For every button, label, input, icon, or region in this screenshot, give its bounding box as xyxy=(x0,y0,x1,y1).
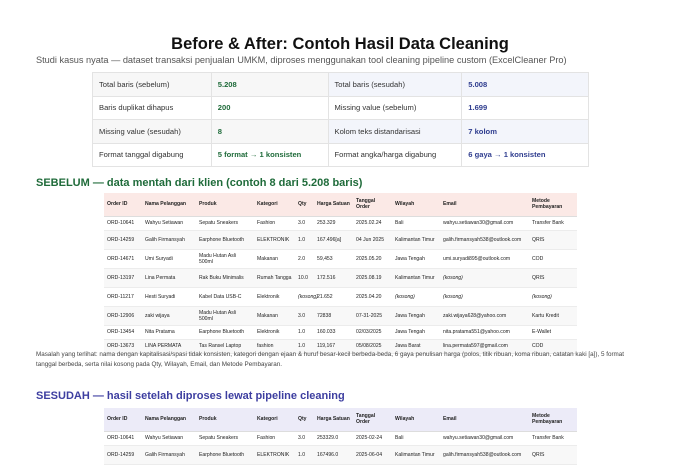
summary-label: Kolom teks distandarisasi xyxy=(328,120,462,144)
after-heading: SESUDAH — hasil setelah diproses lewat pipeline cleaning xyxy=(36,390,345,402)
table-cell: (kosong) xyxy=(440,268,529,287)
table-cell: 72838 xyxy=(314,306,353,325)
table-cell: Sepatu Sneakers xyxy=(196,431,254,445)
table-cell: ORD-14259 xyxy=(104,230,142,249)
table-cell: Wahyu Setiawan xyxy=(142,431,196,445)
table-cell: Galih Firmansyah xyxy=(142,230,196,249)
table-cell: Jawa Tengah xyxy=(392,306,440,325)
table-cell: wahyu.setiawan30@gmail.com xyxy=(440,431,529,445)
table-cell: 253.329 xyxy=(314,216,353,230)
table-cell: QRIS xyxy=(529,445,577,464)
table-cell: 07-31-2025 xyxy=(353,306,392,325)
table-cell: 2025.04.20 xyxy=(353,287,392,306)
table-cell: Bali xyxy=(392,431,440,445)
summary-row xyxy=(93,143,589,167)
table-cell: Rumah Tangga xyxy=(254,268,295,287)
table-cell: Umi Suryadi xyxy=(142,249,196,268)
summary-label: Format tanggal digabung xyxy=(93,143,212,167)
table-cell: 02/03/2025 xyxy=(353,325,392,339)
table-header-row xyxy=(104,193,577,216)
table-cell: umi.suryadi895@outlook.com xyxy=(440,249,529,268)
summary-value: 200 xyxy=(211,96,328,120)
table-row xyxy=(104,268,577,287)
column-header: Email xyxy=(440,193,529,216)
table-cell: Elektronik xyxy=(254,287,295,306)
summary-row xyxy=(93,73,589,97)
column-header: Nama Pelanggan xyxy=(142,408,196,431)
summary-value: 1.699 xyxy=(462,96,589,120)
table-cell: galih.firmansyah538@outlook.com xyxy=(440,230,529,249)
table-cell: Galih Firmansyah xyxy=(142,445,196,464)
table-cell: Makanan xyxy=(254,249,295,268)
table-row xyxy=(104,325,577,339)
table-cell: (kosong) xyxy=(529,287,577,306)
table-cell: lina.permata597@gmail.com xyxy=(440,339,529,353)
table-cell: 3.0 xyxy=(295,216,314,230)
table-cell: zaki wijaya xyxy=(142,306,196,325)
table-cell: LINA PERMATA xyxy=(142,339,196,353)
table-cell: 1.0 xyxy=(295,230,314,249)
table-cell: COD xyxy=(529,339,577,353)
column-header: Wilayah xyxy=(392,193,440,216)
column-header: Harga Satuan xyxy=(314,408,353,431)
table-cell: Makanan xyxy=(254,306,295,325)
table-cell: ORD-10641 xyxy=(104,216,142,230)
table-cell: Transfer Bank xyxy=(529,431,577,445)
column-header: Harga Satuan xyxy=(314,193,353,216)
table-cell: ORD-11217 xyxy=(104,287,142,306)
summary-row xyxy=(93,96,589,120)
table-cell: Earphone Bluetooth xyxy=(196,325,254,339)
table-cell: ORD-13197 xyxy=(104,268,142,287)
table-cell: Jawa Tengah xyxy=(392,249,440,268)
column-header: Tanggal Order xyxy=(353,408,392,431)
table-cell: QRIS xyxy=(529,230,577,249)
table-cell: Nita Pratama xyxy=(142,325,196,339)
table-cell: Earphone Bluetooth xyxy=(196,445,254,464)
table-cell: 1.0 xyxy=(295,325,314,339)
table-cell: E-Wallet xyxy=(529,325,577,339)
page-title: Before & After: Contoh Hasil Data Cleaning xyxy=(171,35,509,53)
table-cell: ORD-14259 xyxy=(104,445,142,464)
table-cell: 10.0 xyxy=(295,268,314,287)
table-cell: Hesti Suryadi xyxy=(142,287,196,306)
column-header: Qty xyxy=(295,408,314,431)
table-row xyxy=(104,445,577,464)
table-cell: QRIS xyxy=(529,268,577,287)
summary-label: Format angka/harga digabung xyxy=(328,143,462,167)
table-cell: COD xyxy=(529,249,577,268)
table-cell: Sepatu Sneakers xyxy=(196,216,254,230)
before-heading: SEBELUM — data mentah dari klien (contoh 8 dari 5.208 baris) xyxy=(36,177,363,189)
table-cell: Fashion xyxy=(254,431,295,445)
column-header: Metode Pembayaran xyxy=(529,193,577,216)
table-cell: nita.pratama551@yahoo.com xyxy=(440,325,529,339)
summary-value: 5.008 xyxy=(462,73,589,97)
column-header: Tanggal Order xyxy=(353,193,392,216)
summary-value: 7 kolom xyxy=(462,120,589,144)
table-cell: 2025.02.24 xyxy=(353,216,392,230)
table-cell: 04 Jun 2025 xyxy=(353,230,392,249)
table-cell: Jawa Barat xyxy=(392,339,440,353)
column-header: Nama Pelanggan xyxy=(142,193,196,216)
table-cell: Rak Buku Minimalis xyxy=(196,268,254,287)
table-cell: Lina Permata xyxy=(142,268,196,287)
table-cell: 3.0 xyxy=(295,431,314,445)
table-row xyxy=(104,230,577,249)
table-cell: ORD-14671 xyxy=(104,249,142,268)
table-row xyxy=(104,216,577,230)
table-cell: Tas Ransel Laptop xyxy=(196,339,254,353)
table-cell: zaki.wijaya628@yahoo.com xyxy=(440,306,529,325)
table-cell: 2025.05.20 xyxy=(353,249,392,268)
column-header: Kategori xyxy=(254,408,295,431)
table-cell: fashion xyxy=(254,339,295,353)
summary-value: 6 gaya → 1 konsisten xyxy=(462,143,589,167)
table-cell: 160.033 xyxy=(314,325,353,339)
table-cell: ORD-13673 xyxy=(104,339,142,353)
table-cell: Madu Hutan Asli 500ml xyxy=(196,306,254,325)
table-cell: 05/08/2025 xyxy=(353,339,392,353)
table-cell: (kosong) xyxy=(392,287,440,306)
table-cell: 167.496[a] xyxy=(314,230,353,249)
before-data-table xyxy=(104,193,577,354)
table-cell: 172.516 xyxy=(314,268,353,287)
table-header-row xyxy=(104,408,577,431)
summary-value: 5 format → 1 konsisten xyxy=(211,143,328,167)
table-cell: 3.0 xyxy=(295,306,314,325)
summary-value: 5.208 xyxy=(211,73,328,97)
table-cell: wahyu.setiawan30@gmail.com xyxy=(440,216,529,230)
column-header: Email xyxy=(440,408,529,431)
table-cell: Elektronik xyxy=(254,325,295,339)
summary-row xyxy=(93,120,589,144)
table-cell: ELEKTRONIK xyxy=(254,445,295,464)
column-header: Order ID xyxy=(104,193,142,216)
summary-label: Total baris (sesudah) xyxy=(328,73,462,97)
page-subtitle: Studi kasus nyata — dataset transaksi penjualan UMKM, diproses menggunakan tool cleaning pipeline custom (ExcelCleaner Pro) xyxy=(36,55,567,65)
column-header: Produk xyxy=(196,193,254,216)
column-header: Order ID xyxy=(104,408,142,431)
table-row xyxy=(104,431,577,445)
summary-label: Total baris (sebelum) xyxy=(93,73,212,97)
summary-label: Missing value (sesudah) xyxy=(93,120,212,144)
table-cell: Kalimantan Timur xyxy=(392,268,440,287)
table-cell: Fashion xyxy=(254,216,295,230)
table-cell: galih.firmansyah538@outlook.com xyxy=(440,445,529,464)
after-data-table xyxy=(104,408,577,465)
table-cell: 1.0 xyxy=(295,445,314,464)
table-cell: 119,167 xyxy=(314,339,353,353)
table-cell: Kalimantan Timur xyxy=(392,445,440,464)
table-cell: 2025.08.19 xyxy=(353,268,392,287)
column-header: Kategori xyxy=(254,193,295,216)
column-header: Metode Pembayaran xyxy=(529,408,577,431)
table-cell: Bali xyxy=(392,216,440,230)
table-cell: (kosong) xyxy=(295,287,314,306)
table-cell: Kartu Kredit xyxy=(529,306,577,325)
table-cell: Kabel Data USB-C xyxy=(196,287,254,306)
table-cell: Jawa Tengah xyxy=(392,325,440,339)
table-cell: 2025-06-04 xyxy=(353,445,392,464)
table-cell: 167496.0 xyxy=(314,445,353,464)
summary-label: Missing value (sebelum) xyxy=(328,96,462,120)
issues-note: Masalah yang terlihat: nama dengan kapitalisasi/spasi tidak konsisten, kategori dengan ejaan & huruf besar-kecil berbeda-beda, 6 gaya penulisan harga (polos, titik ribuan, koma ribuan, catatan kaki [a]), 5 format tanggal berbeda, serta nilai kosong pada Qty, Wilayah, Email, dan Metode Pembayaran. xyxy=(36,351,625,368)
table-cell: 1.0 xyxy=(295,339,314,353)
table-cell: 59,453 xyxy=(314,249,353,268)
table-row xyxy=(104,287,577,306)
table-cell: Madu Hutan Asli 500ml xyxy=(196,249,254,268)
column-header: Qty xyxy=(295,193,314,216)
table-cell: Kalimantan Timur xyxy=(392,230,440,249)
table-cell: Transfer Bank xyxy=(529,216,577,230)
table-cell: 2.0 xyxy=(295,249,314,268)
table-cell: 21.652 xyxy=(314,287,353,306)
table-cell: ORD-12906 xyxy=(104,306,142,325)
table-cell: ORD-10641 xyxy=(104,431,142,445)
summary-table xyxy=(92,72,589,167)
table-cell: ELEKTRONIK xyxy=(254,230,295,249)
table-row xyxy=(104,306,577,325)
table-cell: (kosong) xyxy=(440,287,529,306)
table-cell: ORD-13454 xyxy=(104,325,142,339)
summary-label: Baris duplikat dihapus xyxy=(93,96,212,120)
table-row xyxy=(104,249,577,268)
column-header: Produk xyxy=(196,408,254,431)
table-cell: 253329.0 xyxy=(314,431,353,445)
summary-value: 8 xyxy=(211,120,328,144)
table-cell: Earphone Bluetooth xyxy=(196,230,254,249)
table-cell: Wahyu Setiawan xyxy=(142,216,196,230)
table-cell: 2025-02-24 xyxy=(353,431,392,445)
column-header: Wilayah xyxy=(392,408,440,431)
